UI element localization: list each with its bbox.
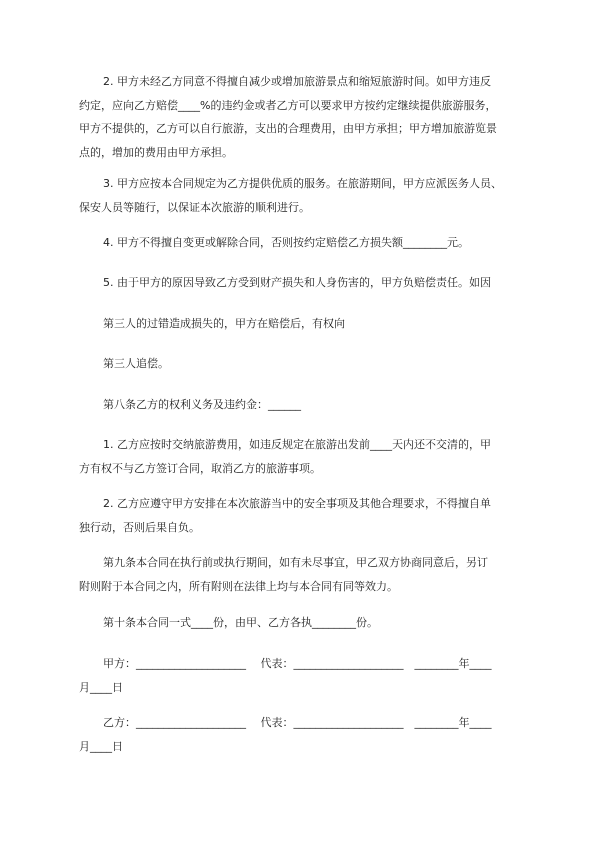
text-line: 方有权不与乙方签订合同，取消乙方的旅游事项。 — [79, 461, 321, 475]
text-line: 第十条本合同一式____份，由甲、乙方各执________份。 — [103, 616, 378, 629]
text-line: 保安人员等随行，以保证本次旅游的顺利进行。 — [79, 200, 310, 214]
signature-party-b — [79, 711, 519, 758]
text-line: 第三人追偿。 — [103, 357, 169, 370]
third-party-line-1 — [79, 312, 519, 336]
clause-5-liability — [79, 271, 519, 295]
text-line: 2. 甲方未经乙方同意不得擅自减少或增加旅游景点和缩短旅游时间。如甲方违反 — [103, 75, 491, 88]
text-line: 第九条本合同在执行前或执行期间，如有未尽事宜，甲乙双方协商同意后，另订 — [103, 556, 488, 569]
article-9-supplements — [79, 551, 519, 598]
text-line: 附则附于本合同之内，所有附则在法律上均与本合同有同等效力。 — [79, 579, 398, 593]
text-line: 1. 乙方应按时交纳旅游费用，如违反规定在旅游出发前____天内还不交清的，甲 — [103, 438, 491, 451]
text-line: 约定，应向乙方赔偿____%的违约金或者乙方可以要求甲方按约定继续提供旅游服务， — [79, 98, 497, 112]
clause-b2-safety — [79, 492, 519, 539]
text-line: 3. 甲方应按本合同规定为乙方提供优质的服务。在旅游期间，甲方应派医务人员、 — [103, 177, 502, 190]
text-line: 月____日 — [79, 680, 123, 694]
text-line: 点的，增加的费用由甲方承担。 — [79, 145, 233, 159]
text-line: 甲方不提供的，乙方可以自行旅游，支出的合理费用，由甲方承担；甲方增加旅游览景 — [79, 122, 497, 135]
text-line: 月____日 — [79, 739, 123, 753]
text-line: 第八条乙方的权利义务及违约金：______ — [103, 398, 301, 411]
text-line: 独行动，否则后果自负。 — [79, 520, 200, 534]
text-line: 甲方：____________________ 代表：____________________ ________年____ — [103, 657, 492, 670]
text-line: 4. 甲方不得擅自变更或解除合同，否则按约定赔偿乙方损失额________元。 — [103, 236, 469, 249]
third-party-line-2 — [79, 352, 519, 376]
text-line: 乙方：____________________ 代表：____________________ ________年____ — [103, 716, 492, 729]
clause-4-no-termination — [79, 231, 519, 255]
text-line: 5. 由于甲方的原因导致乙方受到财产损失和人身伤害的，甲方负赔偿责任。如因 — [103, 276, 491, 289]
clause-b1-payment — [79, 433, 519, 480]
article-10-copies — [79, 611, 519, 635]
text-line: 2. 乙方应遵守甲方安排在本次旅游当中的安全事项及其他合理要求，不得擅自单 — [103, 497, 491, 510]
clause-3-service-quality — [79, 172, 519, 219]
clause-2-party-a-itinerary — [79, 70, 519, 164]
text-line: 第三人的过错造成损失的，甲方在赔偿后，有权向 — [103, 317, 345, 330]
signature-party-a — [79, 652, 519, 699]
article-8-heading — [79, 393, 519, 417]
